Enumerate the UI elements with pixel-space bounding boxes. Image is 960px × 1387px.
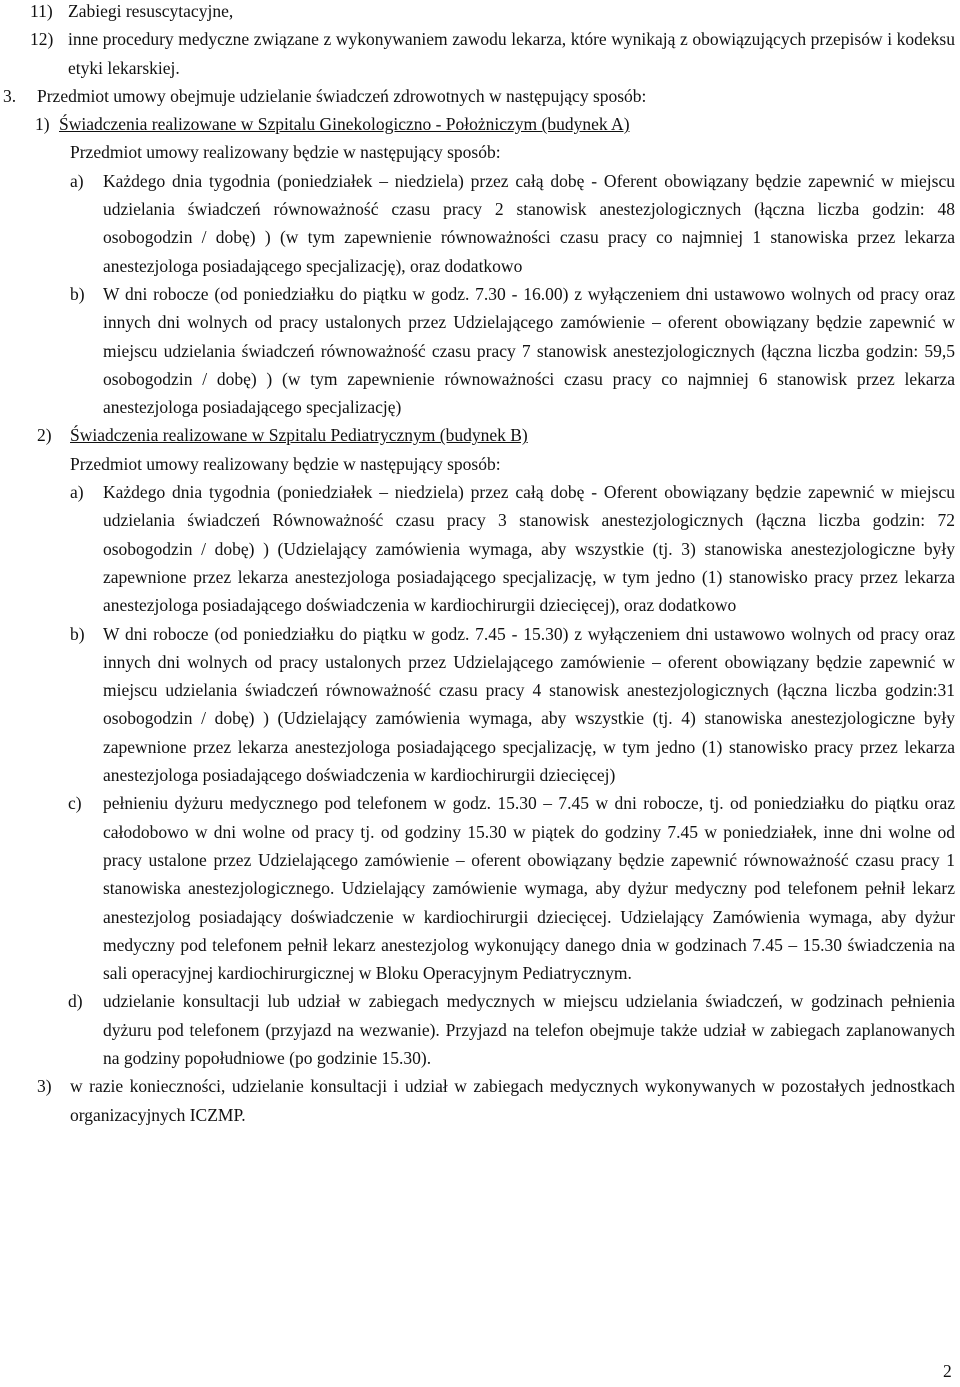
part-3-text: w razie konieczności, udzielanie konsultacji i udział w zabiegach medycznych wykonywanych w pozostałych jednostkach organizacyjnych ICZMP. [70, 1076, 955, 1125]
part-2-item-c [0, 789, 960, 987]
item-label: d) [68, 991, 83, 1012]
item-text: Każdego dnia tygodnia (poniedziałek – niedziela) przez całą dobę - Oferent obowiązany będzie zapewnić w miejscu udzielania świadczeń Równoważność czasu pracy 3 stanowisk anestezjologicznych (łączna liczba godzin: 72 osobogodzin / dobę) ) (Udzielający zamówienia wymaga, aby wszystkie (tj. 3) stanowiska anestezjologiczne były zapewnione przez lekarza anestezjologa posiadającego specjalizację, w tym jedno (1) stanowisko pracy przez lekarza anestezjologa posiadającego doświadczenia w kardiochirurgii dziecięcej), oraz dodatkowo [103, 482, 955, 616]
list-item-text: inne procedury medyczne związane z wykonywaniem zawodu lekarza, które wynikają z obowiązujących przepisów i kodeksu etyki lekarskiej. [68, 29, 955, 78]
part-2-heading-row [0, 421, 960, 449]
part-1-intro: Przedmiot umowy realizowany będzie w następujący sposób: [70, 142, 501, 163]
section-3 [0, 82, 960, 110]
item-text: pełnieniu dyżuru medycznego pod telefonem w godz. 15.30 – 7.45 w dni robocze, tj. od poniedziałku do piątku oraz całodobowo w dni wolne od pracy tj. od godziny 15.30 w piątek do godziny 7.45 w poniedziałek, inne dni wolne od pracy ustalone przez Udzielającego zamówienie – oferent obowiązany będzie zapewnić równoważność czasu pracy 1 stanowiska anestezjologicznego. Udzielający zamówienie wymaga, aby dyżur medyczny pod telefonem pełnił lekarz anestezjolog posiadający doświadczenie w kardiochirurgii dziecięcej. Udzielający Zamówienia wymaga, aby dyżur medyczny pod telefonem pełnił lekarz anestezjolog wykonujący danego dnia w godzinach 7.45 – 15.30 świadczenia na sali operacyjnej kardiochirurgicznej w Bloku Operacyjnym Pediatrycznym. [103, 793, 955, 984]
item-label: b) [70, 283, 85, 304]
list-item-12 [30, 25, 960, 82]
part-1-heading-row [0, 110, 960, 138]
part-number: 3) [37, 1076, 52, 1097]
list-number: 11) [30, 1, 53, 21]
list-item-11 [30, 0, 960, 25]
section-3-text: Przedmiot umowy obejmuje udzielanie świadczeń zdrowotnych w następujący sposób: [37, 85, 647, 106]
part-2-item-a [0, 478, 960, 619]
part-1-item-b [0, 280, 960, 421]
part-2-item-b [0, 620, 960, 790]
item-label: a) [70, 170, 84, 191]
item-text: W dni robocze (od poniedziałku do piątku w godz. 7.30 - 16.00) z wyłączeniem dni ustawowo wolnych od pracy oraz innych dni wolnych od pracy ustalonych przez Udzielającego zamówienie – oferent obowiązany będzie zapewnić w miejscu udzielania świadczeń równoważność czasu pracy 7 stanowisk anestezjologicznych (łączna liczba godzin: 59,5 osobogodzin / dobę) ) (w tym zapewnienie równoważności czasu pracy co najmniej 6 stanowisk przez lekarza anestezjologa posiadającego specjalizację) [103, 283, 955, 418]
part-number: 1) [35, 114, 50, 135]
part-3 [0, 1072, 960, 1129]
list-number: 12) [30, 29, 54, 50]
item-label: a) [70, 482, 84, 503]
part-1-heading: Świadczenia realizowane w Szpitalu Ginekologiczno - Położniczym (budynek A) [59, 114, 630, 135]
part-2-heading: Świadczenia realizowane w Szpitalu Pediatrycznym (budynek B) [70, 425, 528, 446]
part-number: 2) [37, 425, 52, 446]
item-text: Każdego dnia tygodnia (poniedziałek – niedziela) przez całą dobę - Oferent obowiązany będzie zapewnić w miejscu udzielania świadczeń równoważność czasu pracy 2 stanowisk anestezjologicznych (łączna liczba godzin: 48 osobogodzin / dobę) ) (w tym zapewnienie równoważności czasu pracy co najmniej 1 stanowiska przez lekarza anestezjologa posiadającego specjalizację), oraz dodatkowo [103, 170, 955, 276]
item-text: udzielanie konsultacji lub udział w zabiegach medycznych w miejscu udzielania świadczeń, w godzinach pełnienia dyżuru pod telefonem (przyjazd na wezwanie). Przyjazd na telefon obejmuje także udział w zabiegach zaplanowanych na godziny popołudniowe (po godzinie 15.30). [103, 991, 955, 1068]
item-label: c) [68, 793, 82, 814]
list-item-text: Zabiegi resuscytacyjne, [68, 1, 234, 21]
part-1-item-a [0, 167, 960, 280]
part-2-item-d [0, 987, 960, 1072]
part-2-intro: Przedmiot umowy realizowany będzie w następujący sposób: [70, 453, 501, 474]
section-number: 3. [3, 85, 17, 106]
page-number: 2 [943, 1361, 952, 1381]
item-label: b) [70, 623, 85, 644]
item-text: W dni robocze (od poniedziałku do piątku w godz. 7.45 - 15.30) z wyłączeniem dni ustawowo wolnych od pracy oraz innych dni wolnych od pracy ustalonych przez Udzielającego zamówienie – oferent obowiązany będzie zapewnić w miejscu udzielania świadczeń równoważność czasu pracy 4 stanowisk anestezjologicznych (łączna liczba godzin:31 osobogodzin / dobę) ) (Udzielający zamówienia wymaga, aby wszystkie (tj. 4) stanowiska anestezjologiczne były zapewnione przez lekarza anestezjologa posiadającego specjalizację, w tym jedno (1) stanowisko pracy przez lekarza anestezjologa posiadającego doświadczenia w kardiochirurgii dziecięcej) [103, 623, 955, 786]
